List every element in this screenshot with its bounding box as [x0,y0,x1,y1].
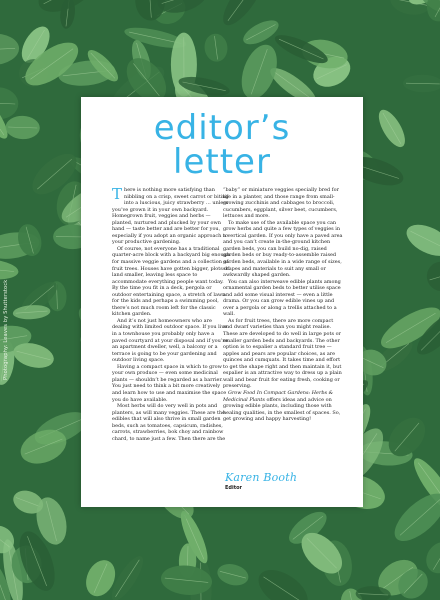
page-title [81,108,363,182]
paragraph: And it’s not just homeowners who are dealing with limited outdoor space. If you live in a townhouse you probably only have a paved courtyard at your disposal and if you’re an apartment dweller, well, a balcony or a terrace is going to be your gardening and outdoor living space. [112,317,228,364]
editors-letter-panel [81,97,363,507]
paragraph [223,390,343,423]
title-line-1: editor’s [153,108,291,148]
paragraph [112,187,230,246]
paragraph: “baby” or miniature veggies specially bred for life in a planter, and those range from small-growing zucchinis and cabbages to broccoli, cucumbers, eggplant, silver beet, cucumbers, lettuces and more. [223,187,339,220]
paragraph: As for fruit trees, there are more compact and dwarf varieties than you might realise. These are developed to do well in large pots or smaller garden beds and backyards. The other option is to espalier a standard fruit tree — apples and pears are popular choices, as are quinces and cumquats. It takes time and effort to get the shape right and then maintain it, but espalier is an attractive way to dress up a plain wall and bear fruit for eating fresh, cooking or preserving. [223,317,342,390]
paragraph: Most herbs will do very well in pots and planters, as will many veggies. These are the edibles that will also thrive in small garden beds, such as tomatoes, capsicum, radishes, carrots, strawberries, bok choy and rainbow chard, to name just a few. Then there are the [112,403,226,442]
paragraph: To make use of the available space you can grow herbs and quite a few types of veggies in a vertical garden. If you only have a paved area and you can’t create in-the-ground kitchen garden beds, you can build no-dig, raised garden beds or buy ready-to-assemble raised garden beds, available in a wide range of sizes, shapes and materials to suit any small or awkwardly shaped garden. [223,219,343,279]
drop-cap: T [112,185,123,203]
title-line-2: letter [173,142,271,182]
book-title: Grow Food In Compact Gardens: Herbs & Medicinal Plants [223,389,333,403]
photo-credit: Photography: Leaves by Shutterstock [3,279,9,380]
signer-role: Editor [225,485,242,491]
paragraph: Having a compact space in which to grow your own produce — even some medicinal plants — shouldn’t be regarded as a barrier. You just need to think a bit more creatively and learn how to use and maximise the space you do have available. [112,363,227,403]
paragraph-text: offers ideas and advice on growing edible plants, including those with healing qualities, in the smallest of spaces. So, get growing and happy harvesting! [223,396,341,423]
editor-signature: Karen Booth [225,471,298,484]
paragraph: Of course, not everyone has a traditional quarter-acre block with a backyard big enough for massive veggie gardens and a collection of fruit trees. Houses have gotten bigger, plots of land smaller, leaving less space to accommodate everything people want today. By the time you fit in a deck, pergola or outdoor entertaining space, a stretch of lawn for the kids and perhaps a swimming pool, there’s not much room left for the classic kitchen garden. [112,245,230,318]
letter-column-right [223,187,343,423]
letter-column-left [112,187,230,442]
paragraph-text: here is nothing more satisfying than nibbling on a crisp, sweet carrot or biting into a luscious, juicy strawberry … unless you’ve grown it in your own backyard. Homegrown fruit, veggies and herbs — planted, nurtured and plucked by your own hand — taste better and are better for you, especially if you adopt an organic approach to your productive gardening. [112,187,229,246]
paragraph: You can also interweave edible plants among ornamental garden beds to better utilise space and add some visual interest — even a little drama. Or you can grow edible vines up and over a pergola or along a trellis attached to a wall. [223,278,341,318]
